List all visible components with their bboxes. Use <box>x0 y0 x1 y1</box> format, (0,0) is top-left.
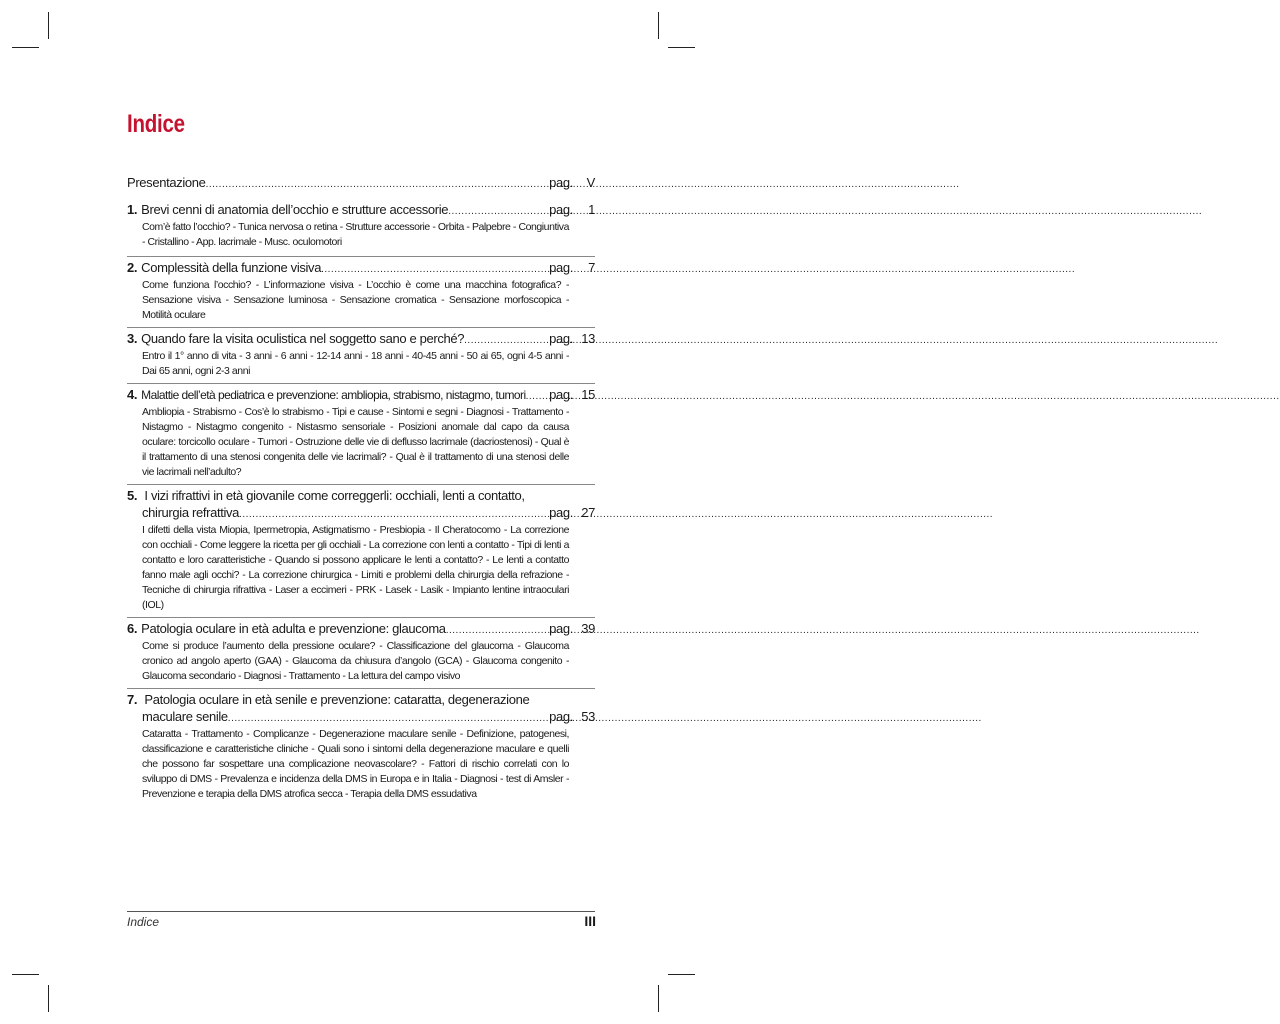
chapter-title: Malattie dell’età pediatrica e prevenzione: ambliopia, strabismo, nistagmo, tumori <box>141 388 526 402</box>
crop-mark <box>668 974 695 975</box>
pag-label: pag. <box>549 621 573 636</box>
chapter-title: Quando fare la visita oculistica nel soggetto sano e perché? <box>141 331 465 346</box>
page-title: Indice <box>127 110 185 138</box>
leader-dots <box>321 261 548 278</box>
chapter-title: Complessità della funzione visiva <box>141 260 322 275</box>
chapter-number: 1. <box>127 202 138 217</box>
crop-mark <box>12 974 39 975</box>
leader-dots <box>464 332 548 349</box>
table-of-contents <box>127 172 595 806</box>
chapter-number: 6. <box>127 621 138 636</box>
toc-entry-4 <box>127 383 595 480</box>
leader-dots <box>526 388 548 405</box>
chapter-title-line1: Patologia oculare in età senile e prevenzione: cataratta, degenerazione <box>144 692 530 707</box>
pag-label: pag. <box>549 505 573 520</box>
chapter-number: 5. <box>127 488 138 503</box>
pag-label: pag. <box>549 202 573 217</box>
leader-dots <box>239 506 548 523</box>
crop-mark <box>658 985 659 1012</box>
chapter-summary: Come funziona l’occhio? - L’informazione visiva - L’occhio è come una macchina fotografica? - Sensazione visiva - Sensazione luminosa - Sensazione cromatica - Sensazione morfoscopica - Motilità oculare <box>142 279 569 321</box>
chapter-summary: Come si produce l’aumento della pressione oculare? - Classificazione del glaucoma - Glaucoma cronico ad angolo aperto (GAA) - Glaucoma da chiusura d’angolo (GCA) - Glaucoma congenito - Glaucoma secondario - Diagnosi - Trattamento - La lettura del campo visivo <box>142 640 569 682</box>
pag-label: pag. <box>549 175 573 190</box>
page-number: 39 <box>581 621 595 636</box>
footer-label: Indice <box>127 915 160 929</box>
page-number: 7 <box>588 260 595 275</box>
toc-entry-2 <box>127 256 595 323</box>
chapter-title: Brevi cenni di anatomia dell’occhio e strutture accessorie <box>141 202 449 217</box>
crop-mark <box>668 47 695 48</box>
toc-entry-3 <box>127 327 595 379</box>
leader-dots <box>448 203 548 220</box>
leader-dots <box>206 176 549 193</box>
chapter-summary: Com’è fatto l’occhio? - Tunica nervosa o retina - Strutture accessorie - Orbita - Palpebre - Congiuntiva - Cristallino - App. lacrimale - Musc. oculomotori <box>142 221 569 248</box>
toc-entry-6 <box>127 617 595 684</box>
pag-label: pag. <box>549 387 573 402</box>
pag-label: pag. <box>549 709 573 724</box>
pag-label: pag. <box>549 260 573 275</box>
page-number-footer: III <box>584 913 596 929</box>
chapter-title-line1: I vizi rifrattivi in età giovanile come correggerli: occhiali, lenti a contatto, <box>144 488 525 503</box>
chapter-summary: Ambliopia - Strabismo - Cos’è lo strabismo - Tipi e cause - Sintomi e segni - Diagnosi - Trattamento - Nistagmo - Nistagmo congenito - Nistasmo sensoriale - Posizioni anomale dal capo da causa oculare: torcicollo oculare - Tumori - Ostruzione delle vie di deflusso lacrimale (dacriostenosi) - Qual è il trattamento di una stenosi congenita delle vie lacrimali? - Qual è il trattamento di una stenosi delle vie lacrimali nell’adulto? <box>142 406 569 478</box>
page-number: 27 <box>581 505 595 520</box>
chapter-number: 4. <box>127 387 138 402</box>
chapter-number: 3. <box>127 331 138 346</box>
chapter-number: 2. <box>127 260 138 275</box>
pag-label: pag. <box>549 331 573 346</box>
toc-entry-presentazione <box>127 172 595 193</box>
leader-dots <box>228 710 548 727</box>
crop-mark <box>48 12 49 39</box>
crop-mark <box>12 47 39 48</box>
leader-dots <box>446 622 548 639</box>
toc-entry-title: Presentazione <box>127 175 206 190</box>
toc-entry-1 <box>127 199 595 250</box>
crop-mark <box>48 985 49 1012</box>
chapter-title: chirurgia refrattiva <box>142 505 240 520</box>
chapter-summary: I difetti della vista Miopia, Ipermetropia, Astigmatismo - Presbiopia - Il Cheratocomo - La correzione con occhiali - Come leggere la ricetta per gli occhiali - La correzione con lenti a contatto - Tipi di lenti a contatto e loro caratteristiche - Quando si possono applicare le lenti a contatto? - Le lenti a contatto fanno male agli occhi? - La correzione chirurgica - Limiti e problemi della chirurgia della refrazione - Tecniche di chirurgia rifrattiva - Laser a eccimeri - PRK - Lasek - Lasik - Impianto lentine intraoculari (IOL) <box>142 524 569 611</box>
toc-entry-5 <box>127 484 595 613</box>
chapter-title: maculare senile <box>142 709 228 724</box>
page-number: 53 <box>581 709 595 724</box>
page-number: 13 <box>581 331 595 346</box>
chapter-title: Patologia oculare in età adulta e prevenzione: glaucoma <box>141 621 446 636</box>
chapter-number: 7. <box>127 692 138 707</box>
crop-mark <box>658 12 659 39</box>
page-number: 1 <box>588 202 595 217</box>
chapter-summary: Cataratta - Trattamento - Complicanze - Degenerazione maculare senile - Definizione, patogenesi, classificazione e caratteristiche cliniche - Quali sono i sintomi della degenerazione maculare e quelli che possono far sospettare una complicazione neovascolare? - Fattori di rischio correlati con lo sviluppo di DMS - Prevalenza e incidenza della DMS in Europa e in Italia - Diagnosi - test di Amsler - Prevenzione e terapia della DMS atrofica secca - Terapia della DMS essudativa <box>142 728 569 800</box>
page-number: V <box>586 175 595 190</box>
page-number: 15 <box>581 387 595 402</box>
toc-entry-7 <box>127 688 595 802</box>
chapter-summary: Entro il 1° anno di vita - 3 anni - 6 anni - 12-14 anni - 18 anni - 40-45 anni - 50 ai 65, ogni 4-5 anni - Dai 65 anni, ogni 2-3 anni <box>142 350 569 377</box>
footer-divider <box>127 911 595 912</box>
